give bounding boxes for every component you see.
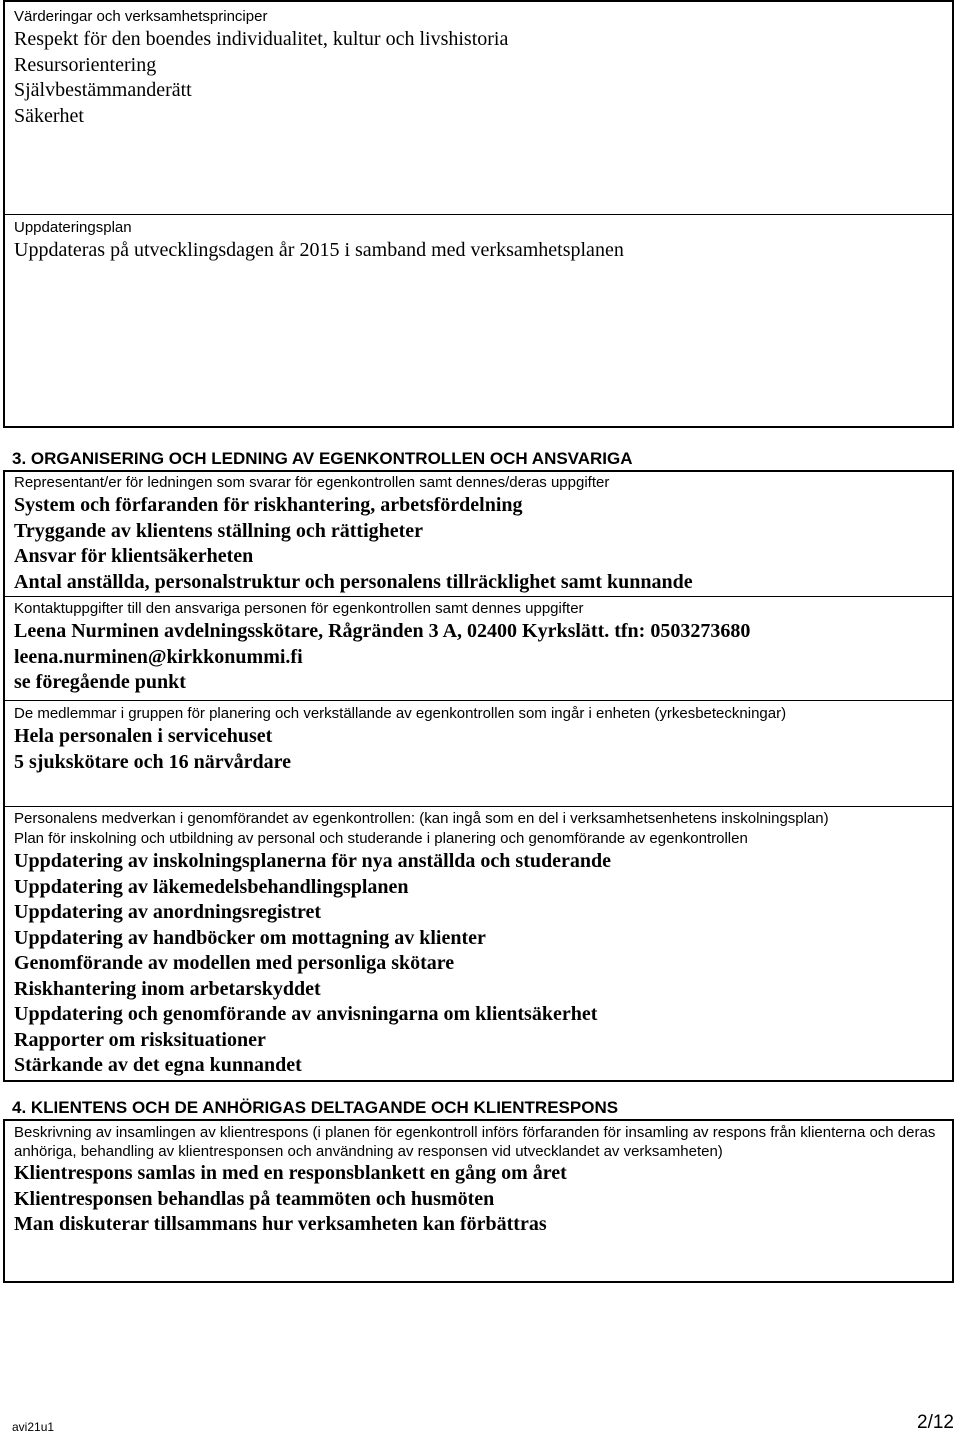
- values-item: Resursorientering: [14, 53, 157, 76]
- update-plan-cell: [5, 214, 952, 264]
- client-feedback-item: Man diskuterar tillsammans hur verksamheten kan förbättras: [14, 1213, 547, 1235]
- section-3-heading: 3. ORGANISERING OCH LEDNING AV EGENKONTROLLEN OCH ANSVARIGA: [12, 449, 633, 468]
- staff-cell: [5, 806, 952, 1079]
- staff-item: Riskhantering inom arbetarskyddet: [14, 977, 321, 1000]
- section-3-box: [3, 470, 954, 1082]
- staff-item: Uppdatering av anordningsregistret: [14, 901, 322, 923]
- values-item: Säkerhet: [14, 104, 84, 127]
- update-plan-label: Uppdateringsplan: [14, 219, 132, 236]
- page-number: 2/12: [917, 1412, 954, 1433]
- values-box: [3, 0, 954, 428]
- update-plan-value: Uppdateras på utvecklingsdagen år 2015 i samband med verksamhetsplanen: [14, 239, 624, 261]
- representative-cell: [5, 472, 952, 596]
- client-feedback-item: Klientresponsen behandlas på teammöten och husmöten: [14, 1187, 495, 1210]
- document-code: avi21u1: [12, 1420, 55, 1434]
- contact-line: se föregående punkt: [14, 671, 186, 693]
- staff-item: Genomförande av modellen med personliga skötare: [14, 952, 455, 974]
- contact-label: Kontaktuppgifter till den ansvariga personen för egenkontrollen samt dennes uppgifter: [14, 600, 584, 617]
- staff-item: Uppdatering av läkemedelsbehandlingsplanen: [14, 875, 409, 898]
- contact-cell: [5, 596, 952, 700]
- staff-item: Rapporter om risksituationer: [14, 1028, 266, 1051]
- client-feedback-item: Klientrespons samlas in med en responsblankett en gång om året: [14, 1162, 567, 1184]
- contact-line: Leena Nurminen avdelningsskötare, Rågränden 3 A, 02400 Kyrkslätt. tfn: 0503273680: [14, 620, 751, 642]
- staff-label: Personalens medverkan i genomförandet av egenkontrollen: (kan ingå som en del i verksamhetsenhetens inskolningsplan): [14, 810, 829, 827]
- representative-item: Tryggande av klientens ställning och rättigheter: [14, 519, 424, 542]
- values-item: Självbestämmanderätt: [14, 79, 192, 101]
- section-4-heading: 4. KLIENTENS OCH DE ANHÖRIGAS DELTAGANDE OCH KLIENTRESPONS: [12, 1098, 619, 1117]
- staff-item: Stärkande av det egna kunnandet: [14, 1054, 302, 1076]
- members-label: De medlemmar i gruppen för planering och verkställande av egenkontrollen som ingår i enheten (yrkesbeteckningar): [14, 705, 787, 722]
- representative-item: Antal anställda, personalstruktur och personalens tillräcklighet samt kunnande: [14, 570, 693, 593]
- representative-item: System och förfaranden för riskhantering, arbetsfördelning: [14, 494, 523, 516]
- contact-email: leena.nurminen@kirkkonummi.fi: [14, 645, 303, 668]
- values-item: Respekt för den boendes individualitet, kultur och livshistoria: [14, 28, 509, 50]
- client-feedback-cell: [5, 1121, 952, 1238]
- representative-label: Representant/er för ledningen som svarar för egenkontrollen samt dennes/deras uppgifter: [14, 474, 610, 491]
- members-line: 5 sjukskötare och 16 närvårdare: [14, 750, 292, 773]
- staff-item: Uppdatering av inskolningsplanerna för nya anställda och studerande: [14, 850, 611, 872]
- staff-item: Uppdatering av handböcker om mottagning av klienter: [14, 926, 486, 949]
- staff-item: Uppdatering och genomförande av anvisningarna om klientsäkerhet: [14, 1003, 598, 1025]
- representative-item: Ansvar för klientsäkerheten: [14, 545, 254, 567]
- training-plan-label: Plan för inskolning och utbildning av personal och studerande i planering och genomförande av egenkontrollen: [14, 830, 748, 847]
- client-feedback-label: Beskrivning av insamlingen av klientrespons (i planen för egenkontroll införs förfaranden för insamling av respons från klienterna och deras anhöriga, behandling av klientresponsen och användning av responsen vid utvecklandet av verksamheten): [14, 1124, 936, 1160]
- values-label: Värderingar och verksamhetsprinciper: [14, 8, 268, 25]
- members-line: Hela personalen i servicehuset: [14, 725, 273, 747]
- section-4-box: [3, 1119, 954, 1283]
- values-cell: [5, 2, 952, 214]
- members-cell: [5, 700, 952, 806]
